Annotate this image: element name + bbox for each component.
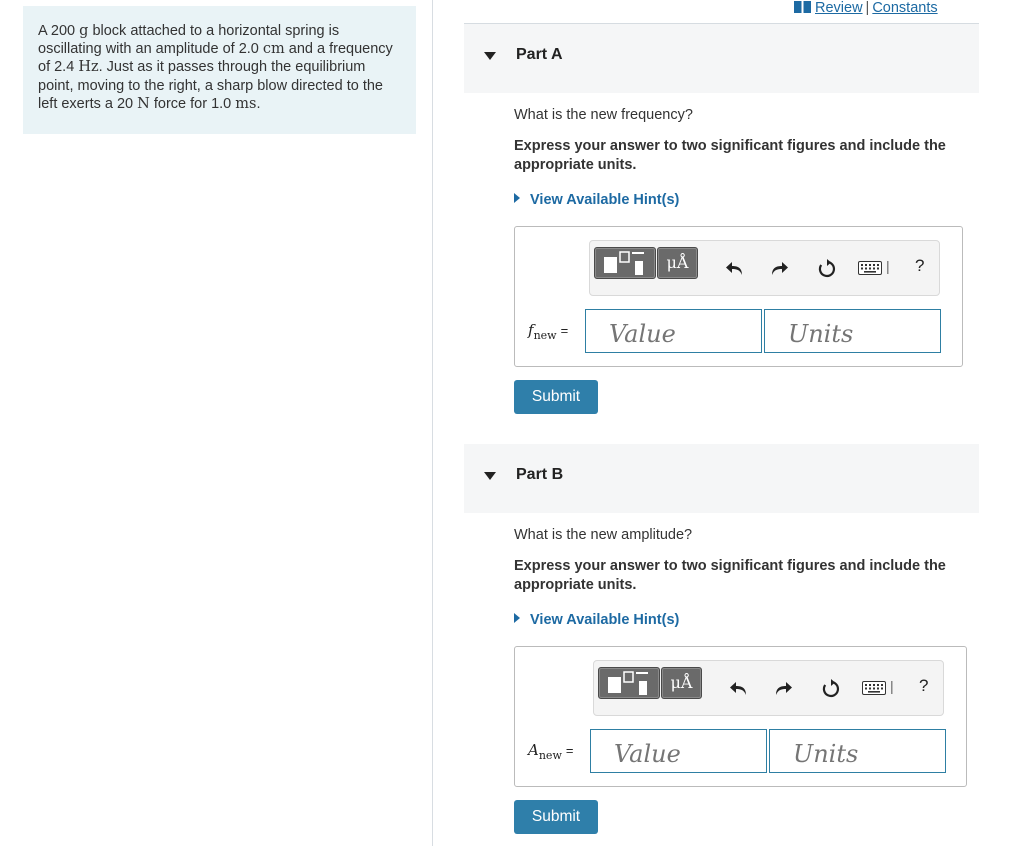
part-a-question: What is the new frequency? xyxy=(514,107,693,123)
template-button[interactable] xyxy=(598,667,660,699)
expand-triangle-icon xyxy=(514,193,520,203)
collapse-triangle-icon[interactable] xyxy=(484,472,496,480)
constants-link[interactable]: Constants xyxy=(872,0,938,16)
unit-ms: ms xyxy=(235,95,257,112)
problem-statement: A 200 g block attached to a horizontal spring is oscillating with an amplitude of 2.0 cm and a frequency of 2.4 Hz. Just as it passes through the equilibrium point, moving to the right, a sharp blow directed to the left exerts a 20 N force for 1.0 ms. xyxy=(23,6,416,134)
part-a-title: Part A xyxy=(516,46,563,63)
unit-newton: N xyxy=(137,95,150,112)
part-a-submit-button[interactable]: Submit xyxy=(514,380,598,414)
unit-hz: Hz xyxy=(78,59,99,76)
part-a-header[interactable] xyxy=(464,24,979,93)
review-link[interactable]: Review xyxy=(815,0,863,16)
part-b-title: Part B xyxy=(516,466,564,483)
part-a-hint-link[interactable]: View Available Hint(s) xyxy=(514,192,679,208)
units-input[interactable] xyxy=(764,309,941,353)
toolbar-separator: | xyxy=(890,678,894,694)
units-button[interactable]: μÅ xyxy=(661,667,702,699)
template-icon xyxy=(599,668,659,698)
variable-label: $f_{new}$ = xyxy=(528,321,569,342)
undo-icon[interactable] xyxy=(730,681,748,697)
redo-icon[interactable] xyxy=(770,261,788,277)
help-button[interactable]: ? xyxy=(919,676,929,695)
math-toolbar xyxy=(593,660,944,716)
math-toolbar xyxy=(589,240,940,296)
part-a-instruction: Express your answer to two significant figures and include the appropriate units. xyxy=(514,138,946,173)
reset-icon[interactable] xyxy=(817,259,837,279)
part-b-answer-box xyxy=(514,646,967,787)
part-b-instruction: Express your answer to two significant figures and include the appropriate units. xyxy=(514,558,946,593)
link-separator: | xyxy=(865,0,870,16)
value-input[interactable] xyxy=(585,309,762,353)
undo-icon[interactable] xyxy=(726,261,744,277)
unit-cm: cm xyxy=(262,41,285,58)
units-button[interactable]: μÅ xyxy=(657,247,698,279)
template-icon xyxy=(595,248,655,278)
redo-icon[interactable] xyxy=(774,681,792,697)
unit-gram: g xyxy=(79,23,89,39)
part-b-hint-link[interactable]: View Available Hint(s) xyxy=(514,612,679,628)
keyboard-icon[interactable] xyxy=(862,681,886,695)
help-button[interactable]: ? xyxy=(915,256,925,275)
value-input[interactable] xyxy=(590,729,767,773)
variable-label: $A_{new}$ = xyxy=(528,741,574,762)
reset-icon[interactable] xyxy=(821,679,841,699)
book-icon xyxy=(794,1,811,13)
template-button[interactable] xyxy=(594,247,656,279)
column-divider xyxy=(432,0,433,846)
keyboard-icon[interactable] xyxy=(858,261,882,275)
part-b-submit-button[interactable]: Submit xyxy=(514,800,598,834)
units-input[interactable] xyxy=(769,729,946,773)
part-a-answer-box xyxy=(514,226,963,367)
toolbar-separator: | xyxy=(886,258,890,274)
collapse-triangle-icon[interactable] xyxy=(484,52,496,60)
part-b-question: What is the new amplitude? xyxy=(514,527,693,543)
expand-triangle-icon xyxy=(514,613,520,623)
top-links xyxy=(794,0,938,16)
part-b-header[interactable] xyxy=(464,444,979,513)
